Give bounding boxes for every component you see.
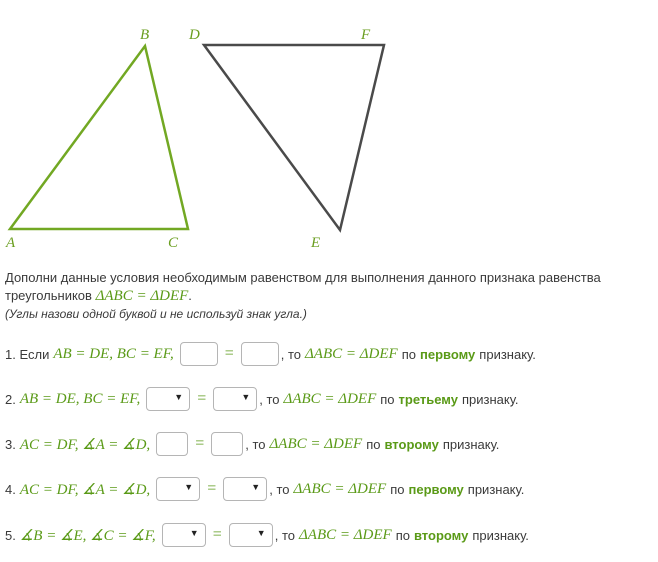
triangles-equal: ΔABC = ΔDEF (298, 526, 392, 543)
criterion-keyword: второму (413, 527, 469, 543)
row-number: 1. Если (5, 346, 50, 362)
row-condition: ∡B = ∡E, ∡C = ∡F, (19, 527, 156, 544)
instructions (5, 269, 645, 323)
triangle-abc (10, 46, 188, 229)
vertex-label-e: E (311, 235, 321, 251)
task-row-2 (5, 384, 519, 414)
criterion-text: признаку. (472, 527, 529, 543)
answer-select-4b[interactable] (223, 477, 267, 501)
answer-select-5b[interactable] (229, 523, 273, 547)
answer-input-3a[interactable] (156, 432, 188, 456)
row-condition: AB = DE, BC = EF, (53, 345, 174, 362)
task-row-3 (5, 429, 499, 459)
criterion-text: признаку. (461, 391, 519, 407)
vertex-label-a: A (6, 235, 16, 251)
instructions-end: . (188, 288, 192, 303)
answer-input-1b[interactable] (241, 342, 279, 366)
criterion-text: признаку. (467, 481, 525, 497)
row-number: 5. (5, 527, 16, 543)
dropdown-arrow-icon: ▼ (241, 392, 251, 402)
instructions-note: (Углы назови одной буквой и не используй знак угла.) (5, 307, 307, 321)
task-row-4 (5, 474, 524, 504)
then-text: , то (274, 527, 295, 543)
criterion-keyword: третьему (398, 391, 458, 407)
equals-sign: = (195, 435, 205, 452)
dropdown-arrow-icon: ▼ (174, 392, 184, 402)
equals-sign: = (212, 526, 222, 543)
criterion-text: признаку. (442, 436, 500, 452)
by-text: по (395, 527, 410, 543)
triangle-def (204, 45, 384, 230)
dropdown-arrow-icon: ▼ (251, 482, 261, 492)
row-condition: AC = DF, ∡A = ∡D, (19, 436, 151, 453)
dropdown-arrow-icon: ▼ (189, 528, 199, 538)
row-number: 2. (5, 391, 16, 407)
by-text: по (390, 481, 405, 497)
answer-input-3b[interactable] (211, 432, 243, 456)
then-text: , то (259, 391, 280, 407)
equals-sign: = (197, 390, 207, 407)
equals-sign: = (224, 345, 234, 362)
then-text: , то (245, 436, 266, 452)
criterion-keyword: первому (420, 346, 476, 362)
vertex-label-c: C (168, 235, 179, 251)
row-number: 4. (5, 481, 16, 497)
instructions-formula: ΔABC = ΔDEF (95, 288, 189, 304)
triangles-equal: ΔABC = ΔDEF (283, 390, 377, 407)
task-row-5 (5, 520, 529, 550)
equals-sign: = (207, 480, 217, 497)
then-text: , то (269, 481, 290, 497)
answer-select-2b[interactable] (213, 387, 257, 411)
triangles-figure (0, 0, 658, 262)
answer-select-5a[interactable] (162, 523, 206, 547)
dropdown-arrow-icon: ▼ (256, 528, 266, 538)
criterion-keyword: первому (408, 481, 464, 497)
answer-select-2a[interactable] (146, 387, 190, 411)
task-row-1 (5, 339, 536, 369)
vertex-label-b: B (140, 27, 150, 43)
triangles-equal: ΔABC = ΔDEF (269, 435, 363, 452)
criterion-keyword: второму (384, 436, 439, 452)
row-number: 3. (5, 436, 16, 452)
vertex-label-d: D (189, 27, 200, 43)
answer-select-4a[interactable] (156, 477, 200, 501)
row-condition: AB = DE, BC = EF, (19, 390, 141, 407)
by-text: по (380, 391, 395, 407)
vertex-label-f: F (361, 27, 371, 43)
instructions-text: Дополни данные условия необходимым равенством для выполнения данного признака равенства треугольников (5, 270, 601, 303)
answer-input-1a[interactable] (180, 342, 218, 366)
dropdown-arrow-icon: ▼ (184, 482, 194, 492)
then-text: , то (280, 346, 301, 362)
by-text: по (401, 346, 416, 362)
row-condition: AC = DF, ∡A = ∡D, (19, 481, 151, 498)
triangles-equal: ΔABC = ΔDEF (305, 345, 398, 362)
triangles-equal: ΔABC = ΔDEF (293, 480, 387, 497)
criterion-text: признаку. (479, 346, 536, 362)
by-text: по (366, 436, 381, 452)
